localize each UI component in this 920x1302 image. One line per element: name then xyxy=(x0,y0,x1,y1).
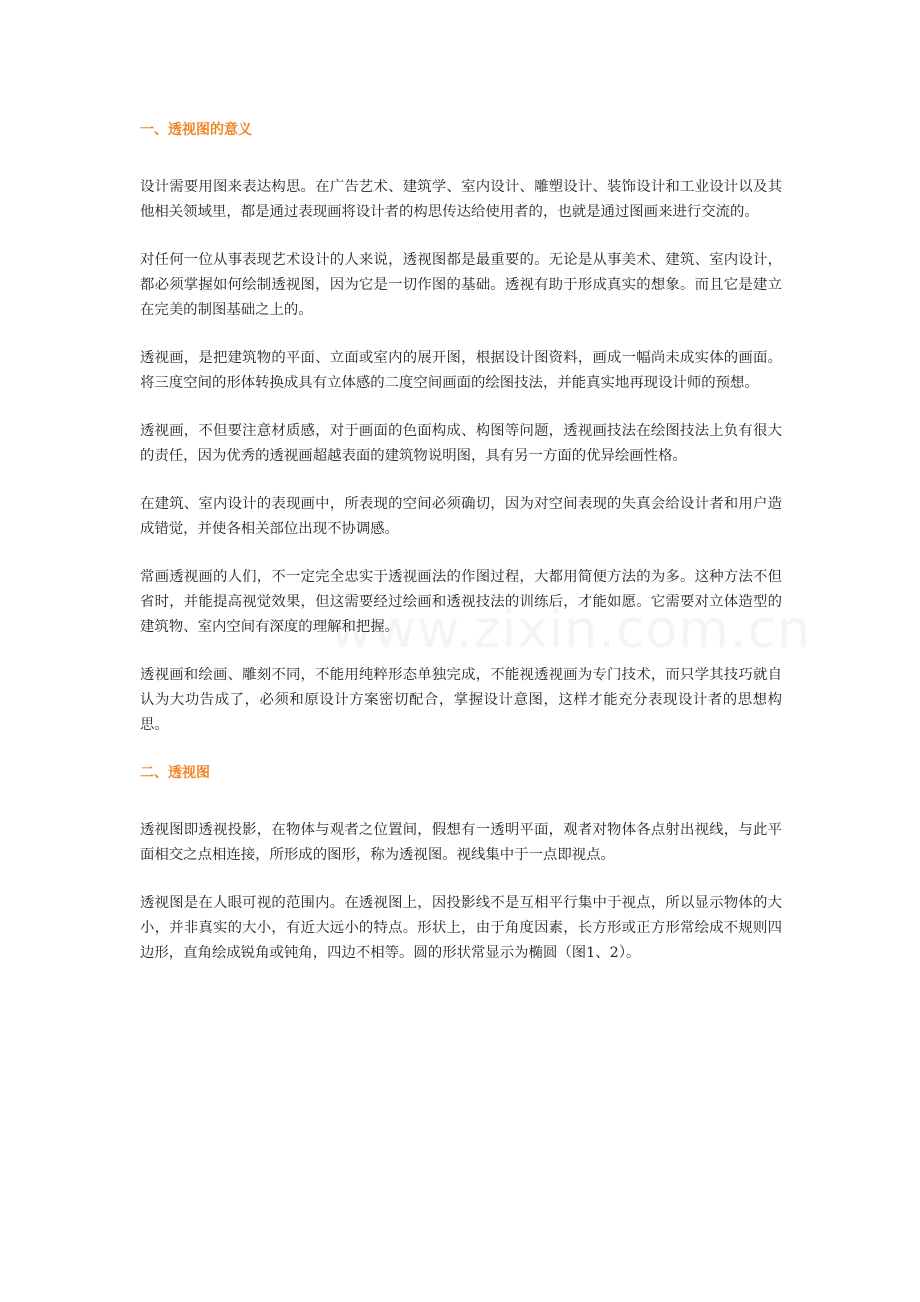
section-heading-1: 一、透视图的意义 xyxy=(140,122,252,138)
paragraph: 对任何一位从事表现艺术设计的人来说，透视图都是最重要的。无论是从事美术、建筑、室内设计，都必须掌握如何绘制透视图，因为它是一切作图的基础。透视有助于形成真实的想象。而且它是建立在完美的制图基础之上的。 xyxy=(140,252,782,318)
paragraph: 在建筑、室内设计的表现画中，所表现的空间必须确切，因为对空间表现的失真会给设计者和用户造成错觉，并使各相关部位出现不协调感。 xyxy=(140,496,782,537)
paragraph: 透视图是在人眼可视的范围内。在透视图上，因投影线不是互相平行集中于视点，所以显示物体的大小，并非真实的大小，有近大远小的特点。形状上，由于角度因素，长方形或正方形常绘成不规则四边形，直角绘成锐角或钝角，四边不相等。圆的形状常显示为椭圆（图1、2）。 xyxy=(140,895,782,961)
paragraph: 透视画，不但要注意材质感，对于画面的色面构成、构图等问题，透视画技法在绘图技法上负有很大的责任，因为优秀的透视画超越表面的建筑物说明图，具有另一方面的优异绘画性格。 xyxy=(140,423,782,464)
document-body xyxy=(140,118,782,989)
paragraph: 常画透视画的人们，不一定完全忠实于透视画法的作图过程，大都用简便方法的为多。这种方法不但省时，并能提高视觉效果，但这需要经过绘画和透视技法的训练后，才能如愿。它需要对立体造型的建筑物、室内空间有深度的理解和把握。 xyxy=(140,569,782,635)
paragraph: 透视画，是把建筑物的平面、立面或室内的展开图，根据设计图资料，画成一幅尚未成实体的画面。将三度空间的形体转换成具有立体感的二度空间画面的绘图技法，并能真实地再现设计师的预想。 xyxy=(140,350,782,391)
section-heading-2: 二、透视图 xyxy=(140,765,210,781)
paragraph: 透视画和绘画、雕刻不同，不能用纯粹形态单独完成，不能视透视画为专门技术，而只学其技巧就自认为大功告成了，必须和原设计方案密切配合，掌握设计意图，这样才能充分表现设计者的思想构思。 xyxy=(140,667,782,733)
paragraph: 透视图即透视投影，在物体与观者之位置间，假想有一透明平面，观者对物体各点射出视线，与此平面相交之点相连接，所形成的图形，称为透视图。视线集中于一点即视点。 xyxy=(140,822,782,863)
paragraph: 设计需要用图来表达构思。在广告艺术、建筑学、室内设计、雕塑设计、装饰设计和工业设计以及其他相关领域里，都是通过表现画将设计者的构思传达给使用者的，也就是通过图画来进行交流的。 xyxy=(140,179,782,220)
